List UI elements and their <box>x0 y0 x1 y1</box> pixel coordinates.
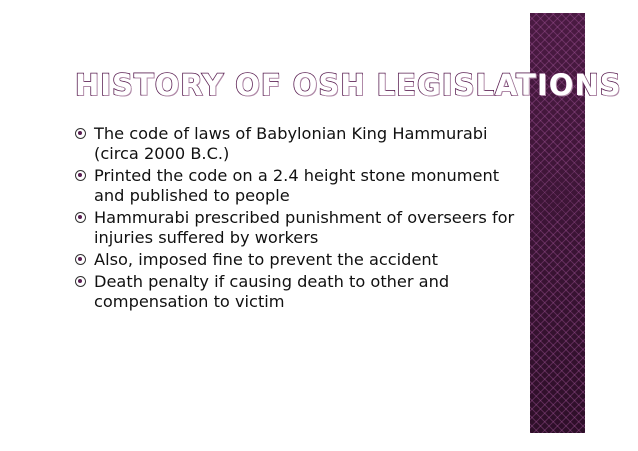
circle-dot-bullet-icon <box>75 170 86 181</box>
bullet-text: Printed the code on a 2.4 height stone monument and published to people <box>94 166 500 205</box>
circle-dot-bullet-icon <box>75 128 86 139</box>
bullet-text: The code of laws of Babylonian King Hammurabi (circa 2000 B.C.) <box>94 124 488 163</box>
slide-title: HISTORY OF OSH LEGISLATIONS <box>75 68 622 102</box>
bullet-text: Hammurabi prescribed punishment of overseers for injuries suffered by workers <box>94 208 515 247</box>
bullet-text: Death penalty if causing death to other and compensation to victim <box>94 272 450 311</box>
bullet-item <box>75 250 520 270</box>
circle-dot-bullet-icon <box>75 254 86 265</box>
circle-dot-bullet-icon <box>75 212 86 223</box>
bullet-list <box>75 124 520 314</box>
bullet-item <box>75 124 520 164</box>
bullet-item <box>75 272 520 312</box>
bullet-text: Also, imposed fine to prevent the accident <box>94 250 439 269</box>
circle-dot-bullet-icon <box>75 276 86 287</box>
bullet-item <box>75 208 520 248</box>
bullet-item <box>75 166 520 206</box>
